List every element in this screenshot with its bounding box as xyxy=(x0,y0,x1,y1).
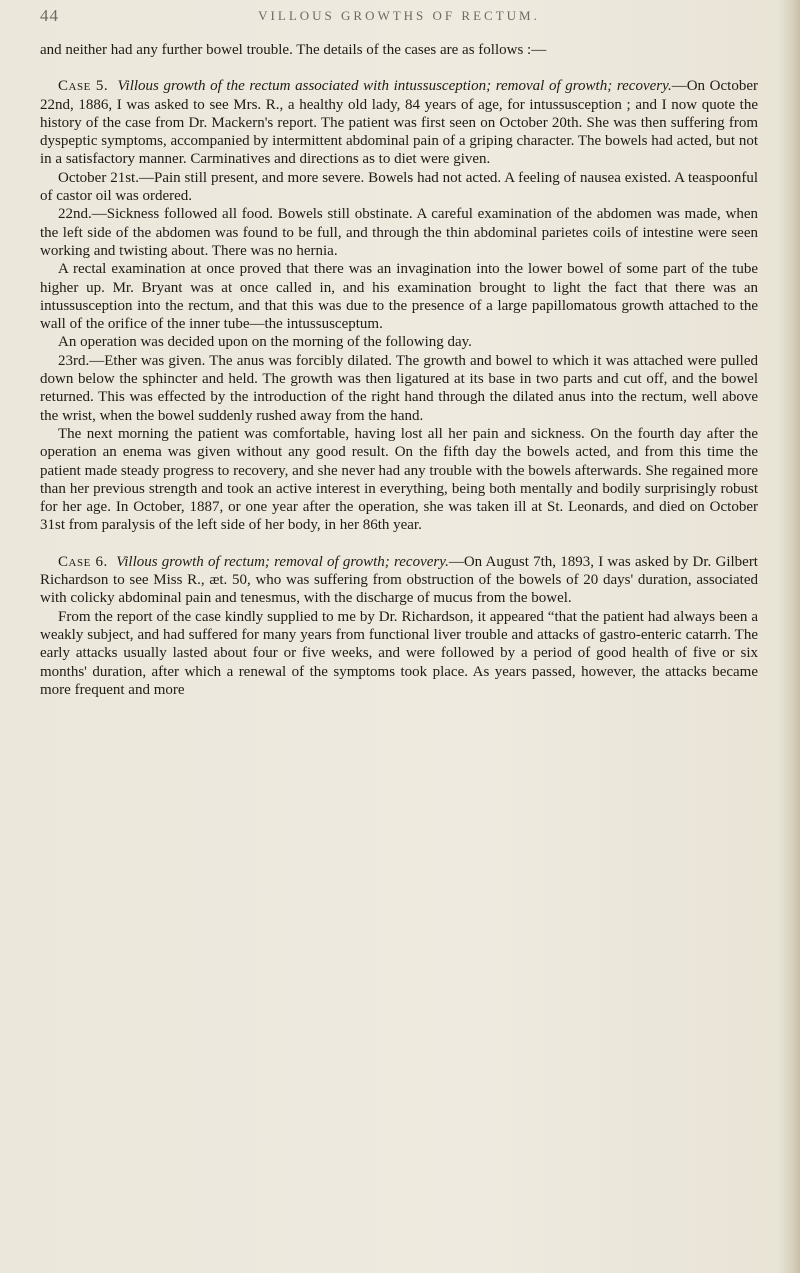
case-title: Villous growth of the rectum associated with intussusception; removal of growth; recovery. xyxy=(117,78,672,95)
paragraph: The next morning the patient was comfortable, having lost all her pain and sickness. On the fourth day after the operation an enema was given without any good result. On the fifth day the bowels acted, and from this time the patient made steady progress to recovery, and she never had any trouble with the bowels afterwards. She regained more than her previous strength and took an active interest in everything, being both mentally and bodily surprisingly robust for her age. In October, 1887, or one year after the operation, she was taken ill at St. Leonards, and died on October 31st from paralysis of the left side of her body, in her 86th year. xyxy=(40,425,758,534)
paragraph: An operation was decided upon on the morning of the following day. xyxy=(58,334,472,351)
body-text xyxy=(40,41,758,699)
paragraph: 22nd.—Sickness followed all food. Bowels still obstinate. A careful examination of the abdomen was made, when the left side of the abdomen was found to be full, and through the thin abdominal parietes coils of intestine were seen working and twisting about. There was no hernia. xyxy=(40,206,758,259)
case-label: Case 6. xyxy=(58,553,108,570)
paragraph: A rectal examination at once proved that there was an invagination into the lower bowel of some part of the tube higher up. Mr. Bryant was at once called in, and his examination brought to light the fact that there was an intussusception into the rectum, and that this was due to the presence of a large papillomatous growth attached to the wall of the orifice of the inner tube—the intussusceptum. xyxy=(40,261,758,333)
paragraph: 23rd.—Ether was given. The anus was forcibly dilated. The growth and bowel to which it was attached were pulled down below the sphincter and held. The growth was then ligatured at its base in two parts and cut off, and the bowel returned. This was effected by the introduction of the right hand through the dilated anus into the rectum, well above the wrist, when the bowel suddenly rushed away from the hand. xyxy=(40,352,758,424)
case-paragraph xyxy=(40,553,758,608)
case-paragraph xyxy=(40,77,758,168)
case-label: Case 5. xyxy=(58,78,109,95)
running-head: VILLOUS GROWTHS OF RECTUM. xyxy=(258,8,540,23)
page-edge-shadow xyxy=(778,0,800,1273)
paragraph: From the report of the case kindly supplied to me by Dr. Richardson, it appeared “that the patient had always been a weakly subject, and had suffered for many years from functional liver trouble and attacks of gastro-enteric catarrh. The early attacks usually lasted about four or five weeks, and were followed by a period of good health of five or six months' duration, after which a renewal of the symptoms took place. As years passed, however, the attacks became more frequent and more xyxy=(40,608,758,698)
page-number: 44 xyxy=(40,6,59,25)
page-header xyxy=(40,6,758,30)
paragraph: October 21st.—Pain still present, and more severe. Bowels had not acted. A feeling of nausea existed. A teaspoonful of castor oil was ordered. xyxy=(40,169,758,205)
case-title: Villous growth of rectum; removal of growth; recovery. xyxy=(116,553,449,570)
paragraph: and neither had any further bowel trouble. The details of the cases are as follows :— xyxy=(40,42,547,58)
case-text: —On October 22nd, 1886, I was asked to see Mrs. R., a healthy old lady, 84 years of age, for intussusception ; and I now quote the history of the case from Dr. Mackern's report. The patient was first seen on October 20th. She was then suffering from dyspeptic symptoms, accompanied by intermittent abdominal pain of a griping character. The bowels had acted, but not in a satisfactory manner. Carminatives and directions as to diet were given. xyxy=(40,78,758,168)
case-text: —On August 7th, 1893, I was asked by Dr. Gilbert Richardson to see Miss R., æt. 50, who was suffering from obstruction of the bowels of 20 days' duration, associated with colicky abdominal pain and tenesmus, with the discharge of mucus from the bowel. xyxy=(40,553,758,607)
